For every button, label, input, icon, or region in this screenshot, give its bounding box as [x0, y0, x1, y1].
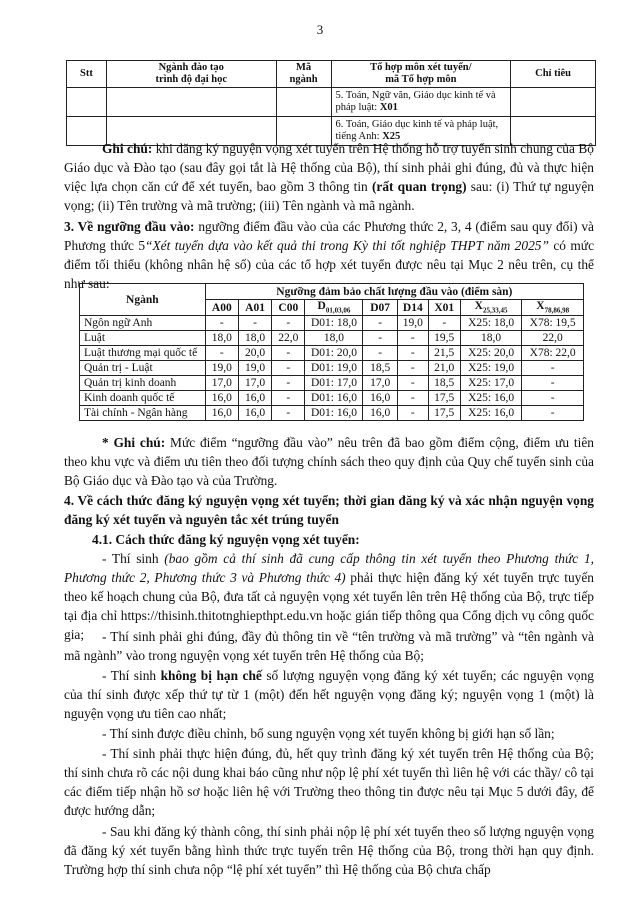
table-cell: - [397, 406, 428, 421]
table-cell: X25: 18,0 [460, 316, 522, 331]
table-cell: D01: 19,0 [305, 361, 363, 376]
paragraph-2: - Thí sinh phải ghi đúng, đầy đủ thông tin về “tên trường và mã trường” và “tên ngành và mã ngành” vào trong nguyện vọng xét tuyển trên Hệ thống của Bộ; [64, 629, 594, 663]
table-cell: 19,5 [428, 331, 460, 346]
header-d14: D14 [397, 300, 428, 316]
table-cell: - [272, 346, 305, 361]
header-nganh: Ngành đào tạo trình độ đại học [106, 61, 276, 88]
paragraph-3: - Thí sinh không bị hạn chế số lượng nguyện vọng đăng ký xét tuyển; các nguyện vọng của thí sinh được xếp thứ tự từ 1 (một) đến hết nguyện vọng đăng ký; nguyện vọng 1 (một) là nguyện vọng ưu tiên cao nhất; [64, 668, 594, 721]
table-cell: 21,5 [428, 346, 460, 361]
table-header-row [67, 61, 596, 88]
combo-cell-6: 6. Toán, Giáo dục kinh tế và pháp luật, tiếng Anh: X25 [331, 117, 511, 146]
table-cell: - [522, 361, 584, 376]
table-cell: - [397, 346, 428, 361]
header-chi-tieu: Chỉ tiêu [511, 61, 596, 88]
table-cell: - [397, 376, 428, 391]
table-cell: X25: 20,0 [460, 346, 522, 361]
paragraph-5: - Thí sinh phải thực hiện đúng, đủ, hết quy trình đăng ký xét tuyển trên Hệ thống của Bộ; thí sinh chưa rõ các nội dung khai báo cũng như nộp lệ phí xét tuyển thì liên hệ với các thầy/ cô tại các điểm tiếp nhận hồ sơ hoặc liên hệ với Trường theo thông tin được nêu tại Mục 5 dưới đây, để được hướng dẫn; [64, 746, 594, 818]
table-cell: 16,0 [363, 406, 397, 421]
table-cell: X78: 22,0 [522, 346, 584, 361]
section-4-1-heading: 4.1. Cách thức đăng ký nguyện vọng xét tuyển: [92, 532, 360, 547]
table-cell: 17,5 [428, 406, 460, 421]
section-4-heading: 4. Về cách thức đăng ký nguyện vọng xét tuyển; thời gian đăng ký và xác nhận nguyện vọng đăng ký xét tuyển và nguyên tắc xét trúng tuyển [64, 493, 594, 527]
table-cell: - [397, 391, 428, 406]
row-name: Luật thương mại quốc tế [80, 346, 206, 361]
header-a01: A01 [238, 300, 271, 316]
table-row [80, 406, 584, 421]
table-cell: 19,0 [205, 361, 238, 376]
table-cell: 16,0 [205, 391, 238, 406]
table-cell: 16,0 [238, 391, 271, 406]
paragraph-1: - Thí sinh (bao gồm cả thí sinh đã cung cấp thông tin xét tuyển theo Phương thức 1, Phương thức 2, Phương thức 3 và Phương thức 4) phải thực hiện đăng ký xét tuyển trực tuyến theo kế hoạch chung của Bộ, đưa tất cả nguyện vọng xét tuyển lên trên Hệ thống của Bộ, trực tiếp tại địa chỉ https://thisinh.thitotnghiepthpt.edu.vn hoặc gián tiếp thông qua Cổng dịch vụ công quốc gia; [64, 551, 594, 642]
header-group: Ngưỡng đảm bảo chất lượng đầu vào (điểm sàn) [205, 284, 583, 300]
table-cell: 18,0 [305, 331, 363, 346]
table-cell: 16,0 [238, 406, 271, 421]
header-d07: D07 [363, 300, 397, 316]
table-cell: - [272, 406, 305, 421]
table-cell: 19,0 [238, 361, 271, 376]
header-ma-nganh: Mã ngành [276, 61, 331, 88]
table-header-row [80, 284, 584, 300]
table-cell: 19,0 [397, 316, 428, 331]
header-x01: X01 [428, 300, 460, 316]
table-cell: 22,0 [522, 331, 584, 346]
row-name: Tài chính - Ngân hàng [80, 406, 206, 421]
table-row [80, 361, 584, 376]
table-cell: X25: 19,0 [460, 361, 522, 376]
table-cell: - [397, 361, 428, 376]
row-name: Ngôn ngữ Anh [80, 316, 206, 331]
note-2: * Ghi chú: Mức điểm “ngưỡng đầu vào” nêu trên đã bao gồm điểm cộng, điểm ưu tiên theo khu vực và điểm ưu tiên theo đối tượng chính sách theo quy định của Quy chế tuyển sinh của Bộ Giáo dục và Đào tạo và của Trường. [64, 435, 594, 488]
table-cell: D01: 20,0 [305, 346, 363, 361]
table-cell: - [272, 376, 305, 391]
table-cell: - [272, 391, 305, 406]
header-d: $D_{01,03,06}$ [305, 300, 363, 316]
table-cell: - [272, 361, 305, 376]
table-cell: D01: 16,0 [305, 406, 363, 421]
table-row [80, 346, 584, 361]
table-cell: - [363, 316, 397, 331]
table-cell: - [522, 391, 584, 406]
table-cell: 20,0 [238, 346, 271, 361]
table-cell: - [363, 346, 397, 361]
table-cell: D01: 18,0 [305, 316, 363, 331]
table-row [67, 88, 596, 117]
table-cell: 22,0 [272, 331, 305, 346]
table-cell: - [397, 331, 428, 346]
table-cell: - [363, 331, 397, 346]
page-number: 3 [316, 22, 324, 37]
table-cell: D01: 16,0 [305, 391, 363, 406]
table-cell: 17,5 [428, 391, 460, 406]
table-cell: 21,0 [428, 361, 460, 376]
table-cell: 17,0 [238, 376, 271, 391]
table-cell: - [522, 376, 584, 391]
section-3: 3. Về ngưỡng đầu vào: ngưỡng điểm đầu vào của các Phương thức 2, 3, 4 (điểm sau quy đổi) và Phương thức 5“Xét tuyển dựa vào kết quả thi trong Kỳ thi tốt nghiệp THPT năm 2025” có mức điểm tối thiểu (không nhân hệ số) của các tổ hợp xét tuyển được nêu tại Mục 2 nêu trên, cụ thể như sau: [64, 219, 595, 291]
row-name: Quản trị kinh doanh [80, 376, 206, 391]
table-cell: X25: 17,0 [460, 376, 522, 391]
header-c00: C00 [272, 300, 305, 316]
note-1: Ghi chú: khi đăng ký nguyện vọng xét tuyển trên Hệ thống hỗ trợ tuyển sinh chung của Bộ Giáo dục và Đào tạo (sau đây gọi tắt là Hệ thống của Bộ), thí sinh phải ghi đúng, đủ và thực hiện việc lựa chọn căn cứ để xét tuyển, bao gồm 3 thông tin (rất quan trọng) sau: (i) Thứ tự nguyện vọng; (ii) Tên trường và mã trường; (iii) Tên ngành và mã ngành. [64, 141, 594, 213]
table-cell: - [238, 316, 271, 331]
header-a00: A00 [205, 300, 238, 316]
table-cell: 18,5 [428, 376, 460, 391]
header-x78: $X_{78,86,98}$ [522, 300, 584, 316]
header-stt: Stt [67, 61, 107, 88]
row-name: Luật [80, 331, 206, 346]
table-cell: X78: 19,5 [522, 316, 584, 331]
header-nganh: Ngành [80, 284, 206, 316]
table-cell: 18,5 [363, 361, 397, 376]
table-cell: X25: 16,0 [460, 406, 522, 421]
table-cell: D01: 17,0 [305, 376, 363, 391]
paragraph-6: - Sau khi đăng ký thành công, thí sinh phải nộp lệ phí xét tuyển theo số lượng nguyện vọng đã đăng ký xét tuyển bằng hình thức trực tuyến trên Hệ thống của Bộ, trong thời hạn quy định. Trường hợp thí sinh chưa nộp “lệ phí xét tuyển” thì Hệ thống của Bộ chưa chấp [64, 824, 594, 877]
table-cell: X25: 16,0 [460, 391, 522, 406]
row-name: Kinh doanh quốc tế [80, 391, 206, 406]
header-to-hop: Tổ hợp môn xét tuyển/ mã Tổ hợp môn [331, 61, 511, 88]
table-cell: 18,0 [205, 331, 238, 346]
table-row [80, 376, 584, 391]
table-row [80, 391, 584, 406]
table-cell: - [428, 316, 460, 331]
table-cell: 18,0 [238, 331, 271, 346]
table-cell: 16,0 [205, 406, 238, 421]
table-cell: - [205, 346, 238, 361]
table-cell: 18,0 [460, 331, 522, 346]
table-row [80, 331, 584, 346]
combo-cell-5: 5. Toán, Ngữ văn, Giáo dục kinh tế và pháp luật: X01 [331, 88, 511, 117]
header-x25: $X_{25,33,45}$ [460, 300, 522, 316]
table-cell: 17,0 [363, 376, 397, 391]
threshold-table [79, 283, 584, 421]
table-cell: - [272, 316, 305, 331]
table-row [80, 316, 584, 331]
paragraph-4: - Thí sinh được điều chỉnh, bổ sung nguyện vọng xét tuyển không bị giới hạn số lần; [102, 726, 555, 741]
row-name: Quản trị - Luật [80, 361, 206, 376]
table-cell: - [522, 406, 584, 421]
table-cell: 17,0 [205, 376, 238, 391]
table-cell: - [205, 316, 238, 331]
table-cell: 16,0 [363, 391, 397, 406]
combination-table [66, 60, 596, 146]
